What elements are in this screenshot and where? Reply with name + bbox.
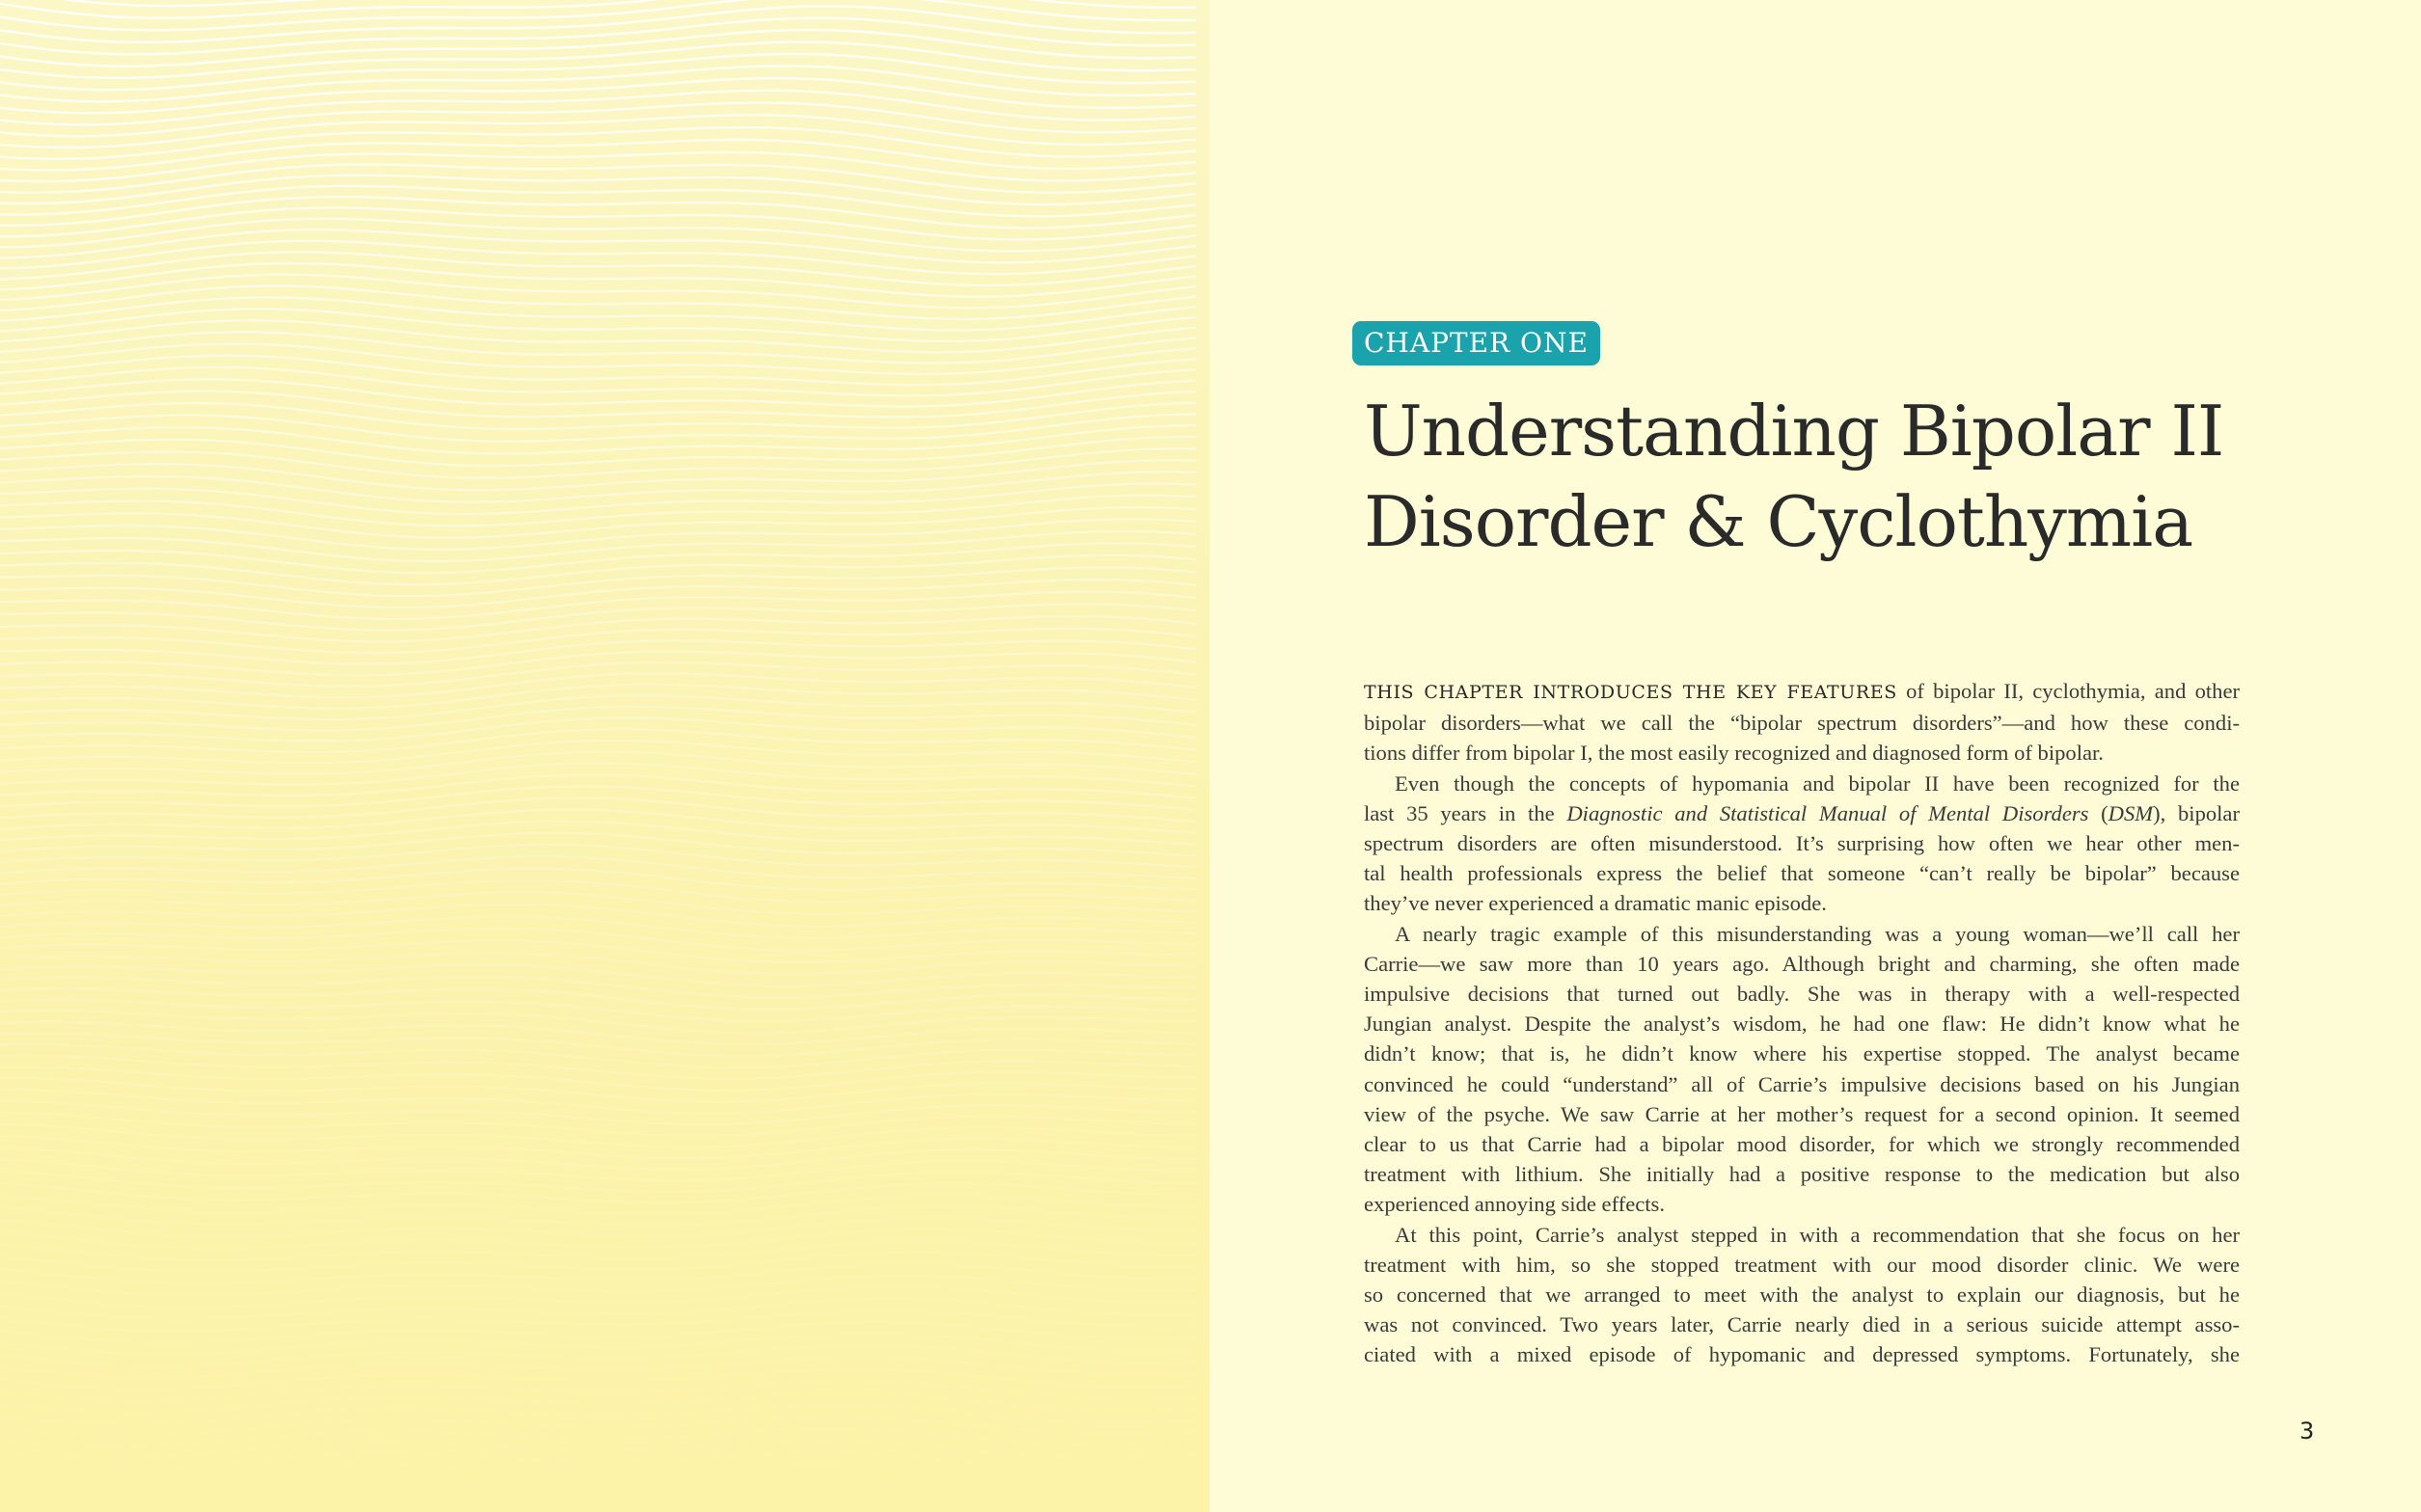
body-line: tions differ from bipolar I, the most easily recognized and diagnosed form of bipolar. [1364,741,2104,766]
page-number: 3 [2299,1418,2315,1444]
wave-line [0,1417,1196,1435]
wave-line [0,78,1196,113]
body-line: treatment with him, so she stopped treatment with our mood disorder clinic. We were [1364,1252,2240,1277]
wave-line [0,1358,1196,1378]
chapter-title-line-1: Understanding Bipolar II [1364,391,2224,472]
book-title-italic: Diagnostic and Statistical Manual of Mental Disorders [1566,800,2089,825]
wave-line [0,1393,1196,1413]
wave-line [0,1405,1196,1424]
wave-line [0,1124,1196,1148]
decorative-wave-page [0,0,1210,1512]
chapter-body-text [1364,676,2240,1370]
body-line: treatment with lithium. She initially had a positive response to the medication but also [1364,1162,2240,1187]
body-line: At this point, Carrie’s analyst stepped in with a recommendation that she focus on her [1395,1222,2240,1247]
wave-line [0,652,1196,676]
body-text-span: ( [2088,800,2108,825]
dsm-abbreviation-italic: DSM [2108,800,2154,825]
body-text-span: last 35 years in the [1364,800,1567,825]
wave-line [0,1159,1196,1180]
wave-line [0,1078,1196,1102]
wave-line [0,1429,1196,1447]
body-line [1364,676,2240,708]
body-line: tal health professionals express the belief that someone “can’t really be bipolar” because [1364,861,2240,886]
wave-line [0,1113,1196,1136]
wave-line [0,241,1196,274]
wave-line [0,309,1196,341]
body-line: didn’t know; that is, he didn’t know where his expertise stopped. The analyst became [1364,1041,2240,1066]
wave-line [0,1101,1196,1124]
chapter-page [1210,0,2421,1512]
wave-line [0,127,1196,159]
chapter-title-line-2: Disorder & Cyclothymia [1364,481,2193,562]
chapter-label-badge: CHAPTER ONE [1352,321,1600,365]
body-text-span: of bipolar II, cyclothymia, and other [1896,679,2240,703]
wave-line [0,640,1196,664]
body-line: spectrum disorders are often misunderstood. It’s surprising how often we hear other men- [1364,831,2240,856]
body-line: they’ve never experienced a dramatic manic episode. [1364,891,1827,916]
wave-line [0,41,1196,78]
wave-line [0,230,1196,262]
body-line: experienced annoying side effects. [1364,1192,1665,1217]
body-line: bipolar disorders—what we call the “bipolar spectrum disorders”—and how these condi- [1364,711,2240,736]
wave-line [0,472,1196,501]
wave-line [0,460,1196,490]
body-line: Jungian analyst. Despite the analyst’s wisdom, he had one flaw: He didn’t know what he [1364,1012,2240,1037]
body-line: so concerned that we arranged to meet with the analyst to explain our diagnosis, but he [1364,1282,2240,1308]
wave-line [0,1148,1196,1170]
wave-line [0,519,1196,550]
body-line: ciated with a mixed episode of hypomanic and depressed symptoms. Fortunately, she [1364,1342,2240,1367]
lead-in-small-caps: THIS CHAPTER INTRODUCES THE KEY FEATURES [1364,682,1897,703]
body-line: convinced he could “understand” all of Carrie’s impulsive decisions based on his Jungian [1364,1071,2240,1096]
body-line: Even though the concepts of hypomania and bipolar II have been recognized for the [1395,770,2240,796]
body-text-span: ), bipolar [2153,800,2240,825]
body-line [1364,798,2240,828]
wave-line [0,54,1196,90]
wave-line [0,507,1196,538]
body-line: A nearly tragic example of this misunderstanding was a young woman—we’ll call her [1395,921,2240,946]
body-line: was not convinced. Two years later, Carrie nearly died in a serious suicide attempt asso- [1364,1312,2240,1337]
wave-pattern [0,0,1210,1512]
wave-line [0,1011,1196,1033]
wave-line [0,1346,1196,1366]
wave-line [0,1136,1196,1158]
body-line: Carrie—we saw more than 10 years ago. Although bright and charming, she often made [1364,951,2240,976]
wave-line [0,320,1196,352]
wave-line [0,1441,1196,1458]
wave-line [0,1381,1196,1400]
body-line: view of the psyche. We saw Carrie at her mother’s request for a second opinion. It seemed [1364,1101,2240,1126]
wave-line [0,66,1196,101]
body-line: clear to us that Carrie had a bipolar mood disorder, for which we strongly recommended [1364,1132,2240,1157]
wave-line [0,1090,1196,1114]
body-line: impulsive decisions that turned out badly. She was in therapy with a well-respected [1364,982,2240,1007]
wave-line [0,219,1196,252]
wave-line [0,207,1196,239]
chapter-title [1364,386,2328,567]
wave-line [0,484,1196,515]
wave-line [0,1369,1196,1390]
wave-line [0,531,1196,561]
wave-line [0,496,1196,526]
wave-line [0,1022,1196,1044]
